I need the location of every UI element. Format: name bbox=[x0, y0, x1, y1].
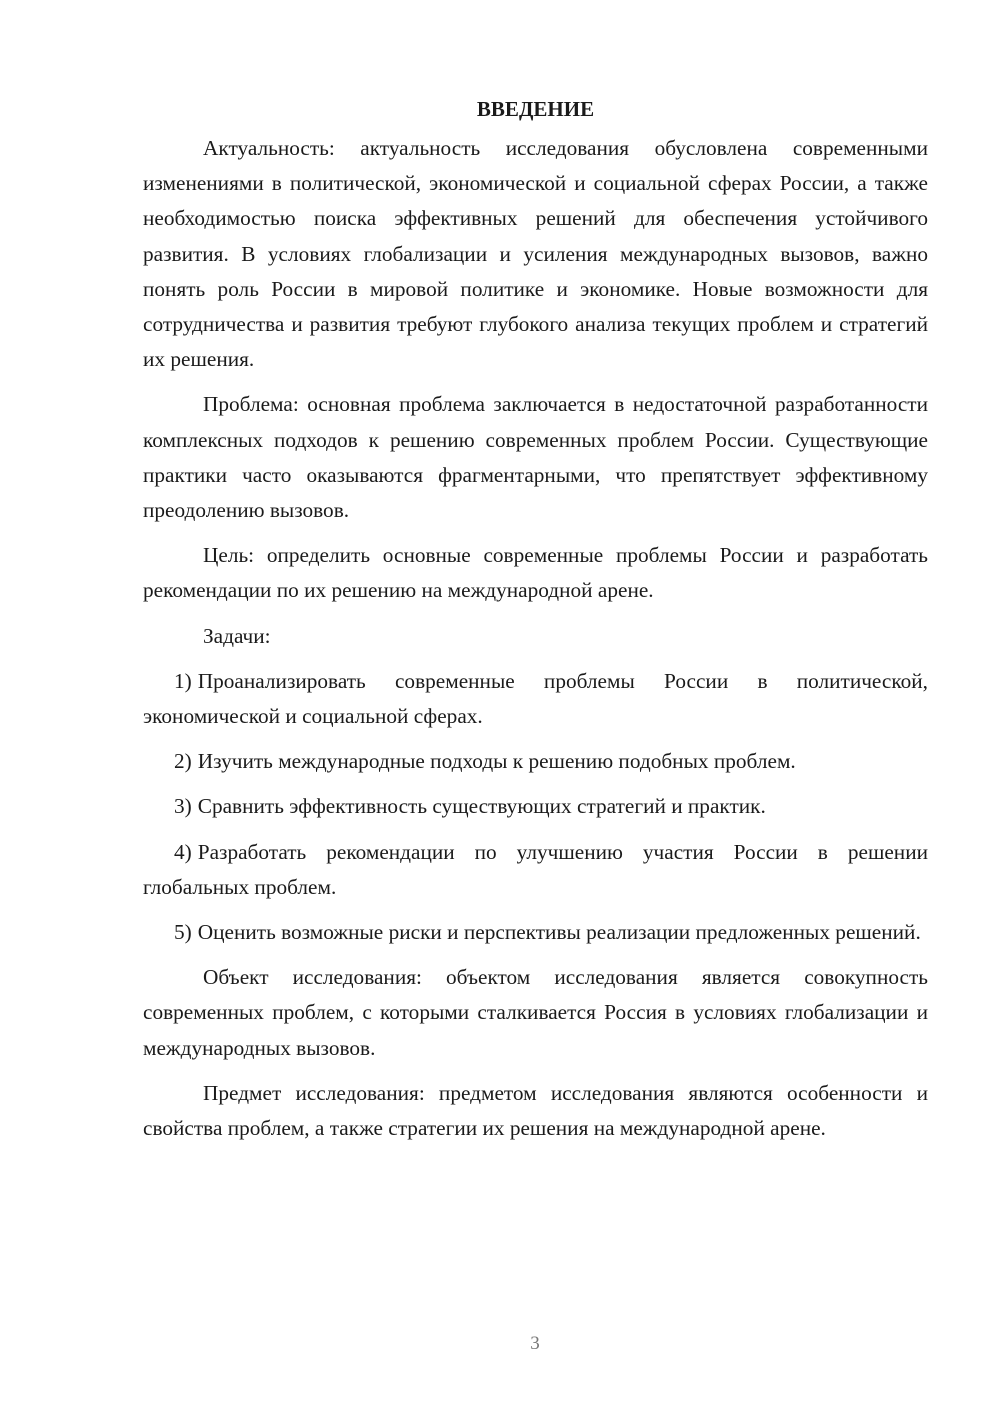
task-number: 3) bbox=[174, 794, 192, 819]
task-item-3 bbox=[143, 789, 928, 824]
tasks-label: Задачи: bbox=[203, 623, 271, 648]
task-text: Оценить возможные риски и перспективы реализации предложенных решений. bbox=[197, 920, 921, 945]
problem-paragraph: Проблема: основная проблема заключается в недостаточной разработанности комплексных подходов к решению современных проблем России. Существующие практики часто оказываются фрагментарными, что препятствует эффективному преодолению вызовов. bbox=[143, 392, 928, 523]
task-item-1 bbox=[143, 664, 928, 734]
task-number: 2) bbox=[174, 749, 192, 774]
object-paragraph: Объект исследования: объектом исследования является совокупность современных проблем, с которыми сталкивается Россия в условиях глобализации и международных вызовов. bbox=[143, 965, 928, 1060]
task-text: Проанализировать современные проблемы России в политической, экономической и социальной сферах. bbox=[143, 668, 928, 729]
task-item-4 bbox=[143, 835, 928, 905]
goal-paragraph: Цель: определить основные современные проблемы России и разработать рекомендации по их решению на международной арене. bbox=[143, 543, 928, 603]
task-item-2 bbox=[143, 744, 928, 779]
task-number: 5) bbox=[174, 920, 192, 945]
document-page bbox=[143, 92, 928, 1156]
page-number: 3 bbox=[530, 1333, 540, 1354]
task-text: Сравнить эффективность существующих стратегий и практик. bbox=[197, 794, 766, 819]
task-item-5 bbox=[143, 915, 928, 950]
task-number: 4) bbox=[174, 839, 192, 864]
task-number: 1) bbox=[174, 668, 192, 693]
section-heading: ВВЕДЕНИЕ bbox=[476, 97, 595, 121]
subject-paragraph: Предмет исследования: предметом исследования являются особенности и свойства проблем, а также стратегии их решения на международной арене. bbox=[143, 1080, 928, 1141]
task-text: Разработать рекомендации по улучшению участия России в решении глобальных проблем. bbox=[143, 839, 928, 899]
task-text: Изучить международные подходы к решению подобных проблем. bbox=[197, 749, 796, 774]
relevance-paragraph: Актуальность: актуальность исследования обусловлена современными изменениями в политической, экономической и социальной сферах России, а также необходимостью поиска эффективных решений для обеспечения устойчивого развития. В условиях глобализации и усиления международных вызовов, важно понять роль России в мировой политике и экономике. Новые возможности для сотрудничества и развития требуют глубокого анализа текущих проблем и стратегий их решения. bbox=[143, 136, 928, 372]
